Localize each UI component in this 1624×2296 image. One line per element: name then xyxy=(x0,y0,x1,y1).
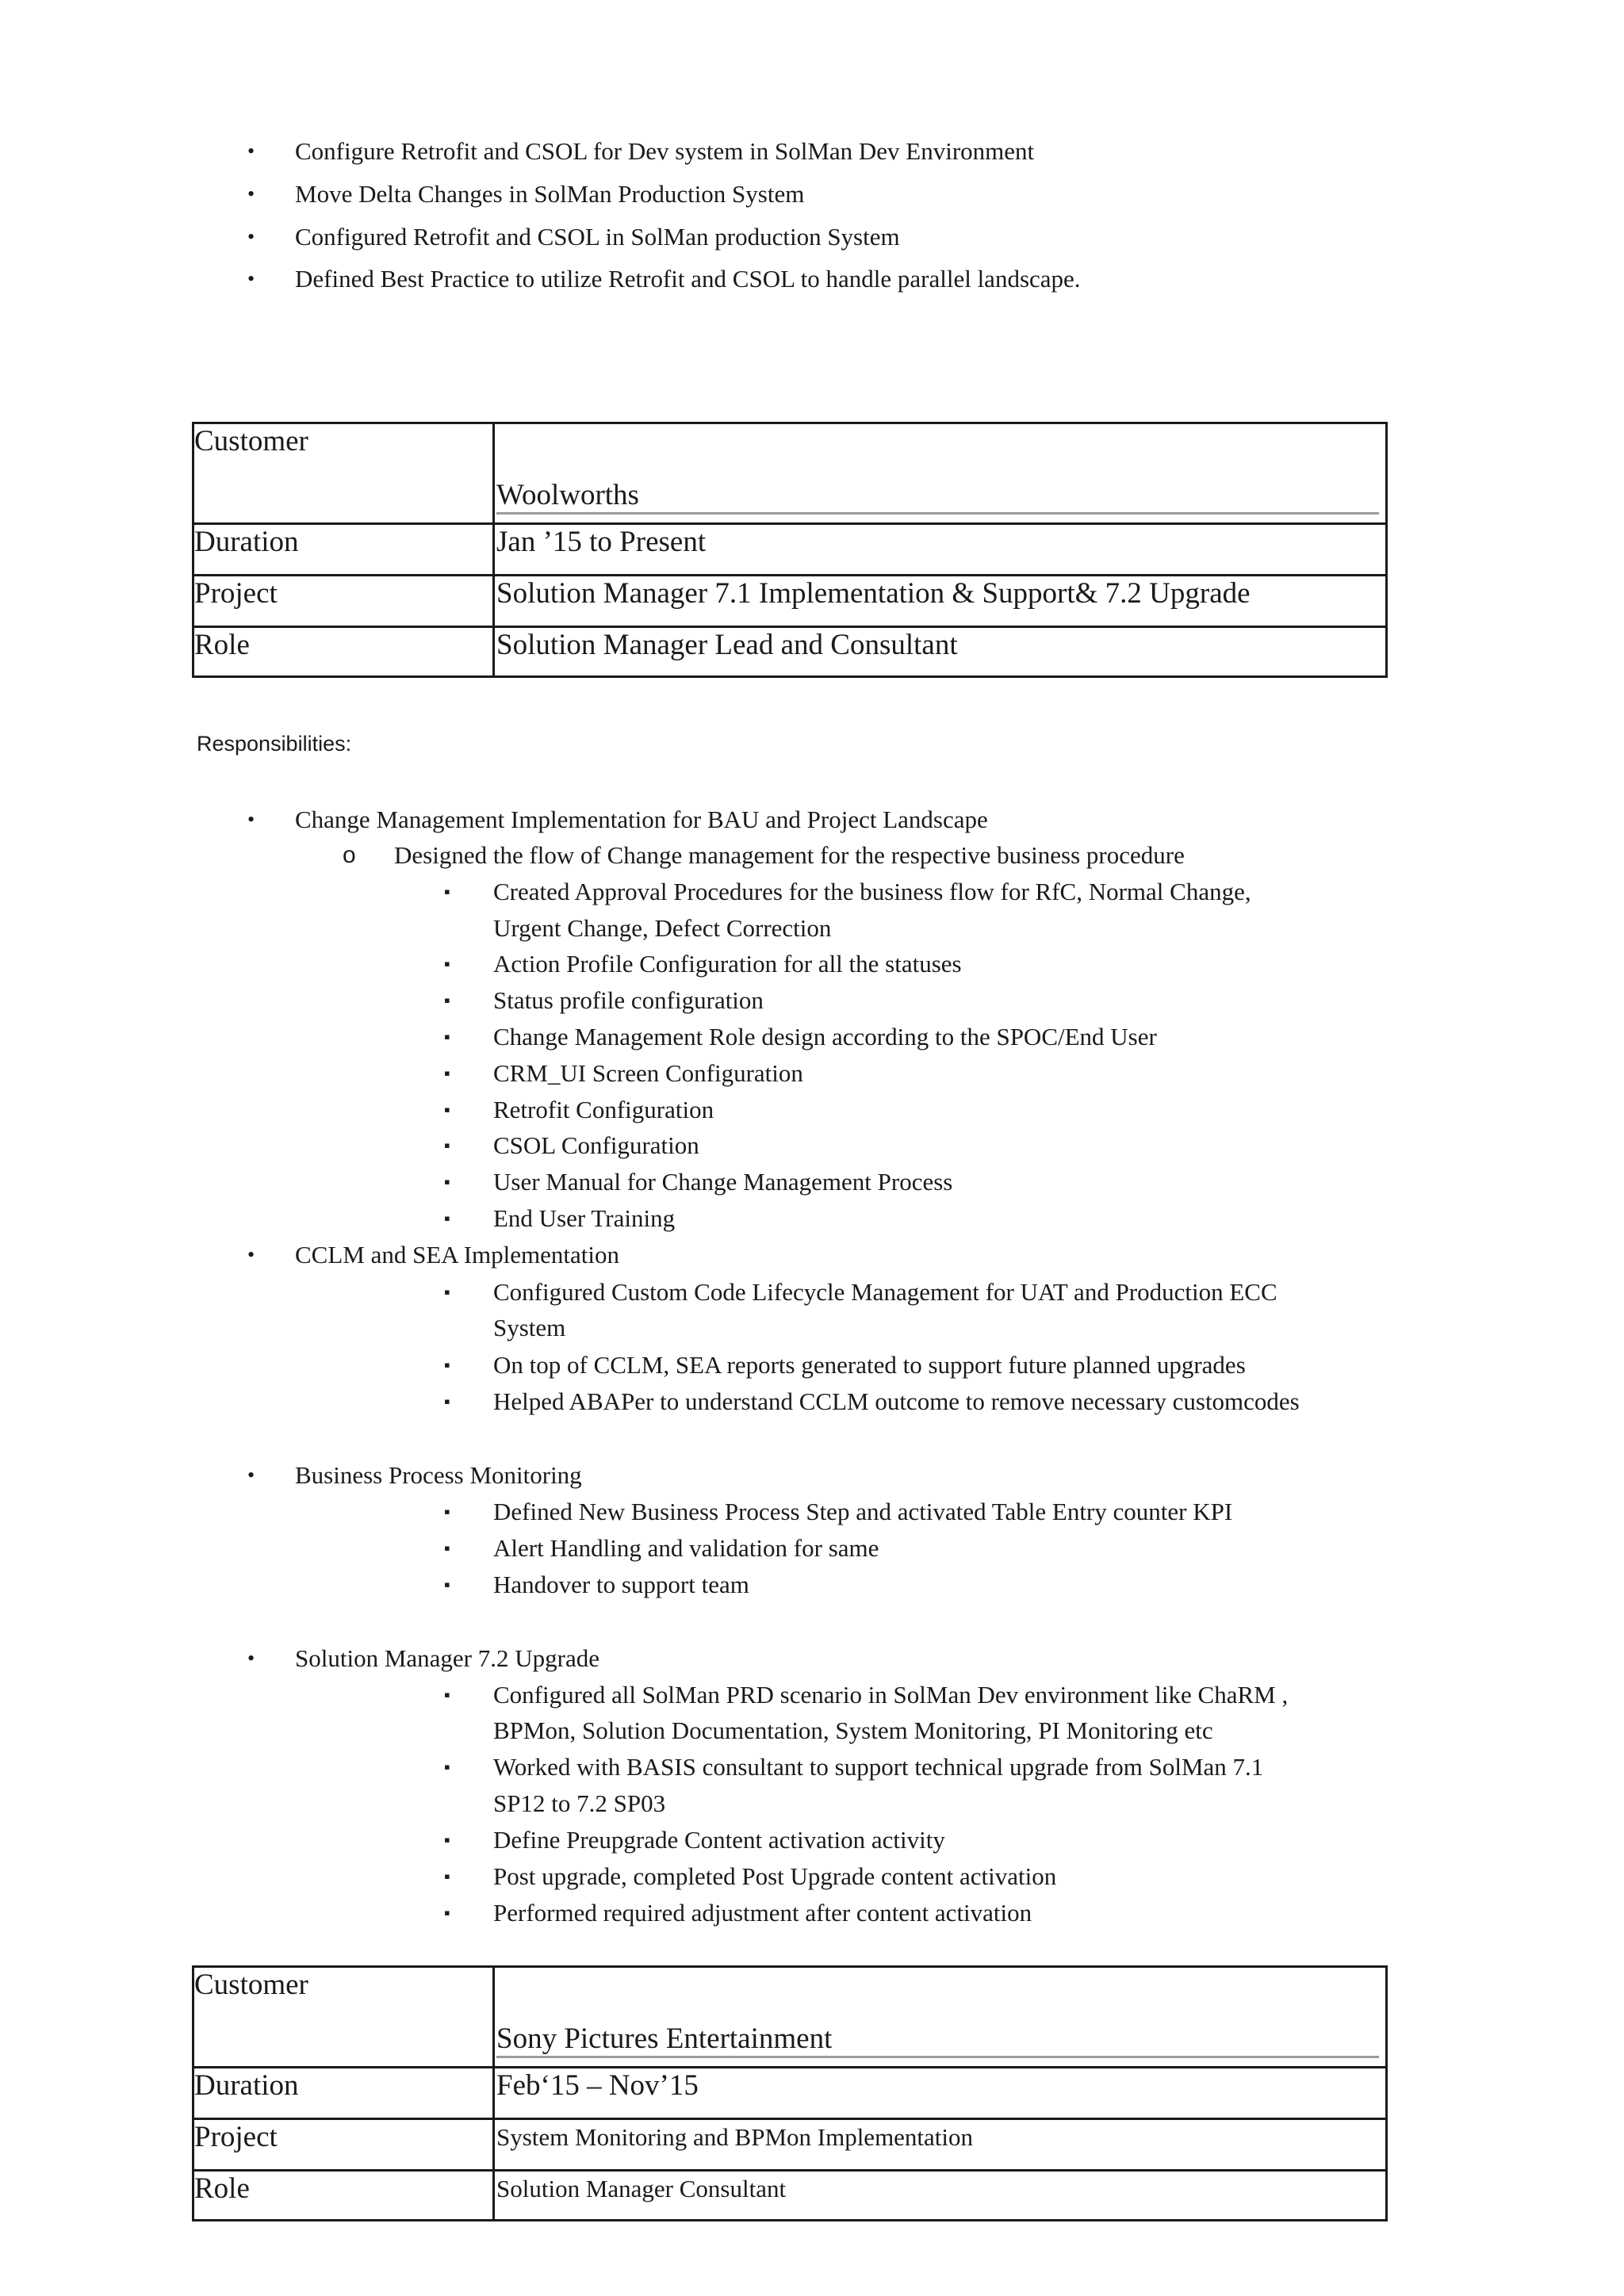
bullet-marker: ▪ xyxy=(444,1063,450,1083)
responsibilities-heading: Responsibilities: xyxy=(197,732,352,756)
list-item-text: End User Training xyxy=(493,1204,676,1232)
list-item-text: Helped ABAPer to understand CCLM outcome to remove necessary customcodes xyxy=(493,1387,1300,1415)
list-item-text: Urgent Change, Defect Correction xyxy=(493,914,832,942)
project-label: Project xyxy=(193,2119,494,2171)
list-item-text: CRM_UI Screen Configuration xyxy=(493,1059,803,1087)
bullet-marker: ▪ xyxy=(444,1685,450,1705)
list-item-text: Designed the flow of Change management for the respective business procedure xyxy=(394,841,1185,869)
list-item-text: Post upgrade, completed Post Upgrade content activation xyxy=(493,1862,1057,1890)
bullet-marker: • xyxy=(247,140,255,163)
bullet-marker: ▪ xyxy=(444,990,450,1010)
bullet-marker: • xyxy=(247,182,255,205)
role-label: Role xyxy=(193,627,494,677)
duration-label: Duration xyxy=(193,2068,494,2119)
list-item-text: User Manual for Change Management Process xyxy=(493,1168,953,1196)
list-item-text: Change Management Implementation for BAU and Project Landscape xyxy=(295,806,988,833)
bullet-marker: o xyxy=(343,842,356,868)
project-info-table-sony xyxy=(192,1965,1388,2221)
list-item-text: Configure Retrofit and CSOL for Dev system in SolMan Dev Environment xyxy=(295,137,1035,165)
bullet-marker: • xyxy=(247,225,255,248)
bullet-marker: ▪ xyxy=(444,1208,450,1228)
list-item-text: Action Profile Configuration for all the statuses xyxy=(493,950,962,978)
duration-value: Feb‘15 – Nov’15 xyxy=(494,2068,1387,2119)
bullet-marker: ▪ xyxy=(444,1391,450,1411)
bullet-marker: ▪ xyxy=(444,1135,450,1155)
underline-divider xyxy=(496,2056,1379,2058)
bullet-marker: ▪ xyxy=(444,954,450,974)
customer-label: Customer xyxy=(193,1967,494,2068)
customer-label: Customer xyxy=(193,423,494,524)
underline-divider xyxy=(496,512,1379,515)
project-label: Project xyxy=(193,576,494,627)
list-item-text: Alert Handling and validation for same xyxy=(493,1534,879,1562)
bullet-marker: ▪ xyxy=(444,1866,450,1886)
list-item-text: Created Approval Procedures for the business flow for RfC, Normal Change, xyxy=(493,878,1251,905)
list-item-text: On top of CCLM, SEA reports generated to support future planned upgrades xyxy=(493,1351,1246,1379)
list-item-text: Solution Manager 7.2 Upgrade xyxy=(295,1644,599,1672)
bullet-marker: • xyxy=(247,1464,255,1487)
bullet-marker: ▪ xyxy=(444,1502,450,1521)
bullet-marker: • xyxy=(247,267,255,290)
bullet-marker: ▪ xyxy=(444,1757,450,1777)
list-item-text: Configured all SolMan PRD scenario in SolMan Dev environment like ChaRM , xyxy=(493,1681,1289,1709)
list-item-text: Performed required adjustment after content activation xyxy=(493,1899,1032,1927)
bullet-marker: ▪ xyxy=(444,1355,450,1375)
list-item-text: Defined New Business Process Step and activated Table Entry counter KPI xyxy=(493,1498,1233,1525)
duration-label: Duration xyxy=(193,524,494,576)
customer-value: Sony Pictures Entertainment xyxy=(494,1967,1387,2068)
role-label: Role xyxy=(193,2171,494,2221)
list-item-text: CCLM and SEA Implementation xyxy=(295,1241,619,1269)
bullet-marker: • xyxy=(247,1647,255,1670)
bullet-marker: ▪ xyxy=(444,1282,450,1302)
customer-value: Woolworths xyxy=(494,423,1387,524)
list-item-text: Worked with BASIS consultant to support technical upgrade from SolMan 7.1 xyxy=(493,1753,1264,1781)
list-item-text: CSOL Configuration xyxy=(493,1131,699,1159)
list-item-text: BPMon, Solution Documentation, System Monitoring, PI Monitoring etc xyxy=(493,1716,1213,1744)
list-item-text: Business Process Monitoring xyxy=(295,1461,582,1489)
list-item-text: Configured Custom Code Lifecycle Management for UAT and Production ECC xyxy=(493,1278,1277,1306)
bullet-marker: ▪ xyxy=(444,1575,450,1594)
list-item-text: Configured Retrofit and CSOL in SolMan production System xyxy=(295,223,900,251)
role-value: Solution Manager Consultant xyxy=(494,2171,1387,2221)
list-item-text: Change Management Role design according to the SPOC/End User xyxy=(493,1023,1157,1050)
project-value: System Monitoring and BPMon Implementation xyxy=(494,2119,1387,2171)
duration-value: Jan ’15 to Present xyxy=(494,524,1387,576)
list-item-text: Defined Best Practice to utilize Retrofit and CSOL to handle parallel landscape. xyxy=(295,265,1081,293)
bullet-marker: ▪ xyxy=(444,1830,450,1850)
bullet-marker: ▪ xyxy=(444,1903,450,1923)
bullet-marker: ▪ xyxy=(444,1027,450,1047)
project-value: Solution Manager 7.1 Implementation & Support& 7.2 Upgrade xyxy=(494,576,1387,627)
list-item-text: Handover to support team xyxy=(493,1571,749,1598)
list-item-text: SP12 to 7.2 SP03 xyxy=(493,1789,666,1817)
project-info-table-woolworths xyxy=(192,422,1388,678)
bullet-marker: ▪ xyxy=(444,1172,450,1192)
list-item-text: Define Preupgrade Content activation activity xyxy=(493,1826,945,1854)
list-item-text: Move Delta Changes in SolMan Production System xyxy=(295,180,805,208)
list-item-text: Retrofit Configuration xyxy=(493,1096,714,1123)
bullet-marker: ▪ xyxy=(444,882,450,901)
bullet-marker: • xyxy=(247,1243,255,1266)
bullet-marker: • xyxy=(247,808,255,831)
bullet-marker: ▪ xyxy=(444,1100,450,1119)
role-value: Solution Manager Lead and Consultant xyxy=(494,627,1387,677)
list-item-text: Status profile configuration xyxy=(493,986,764,1014)
list-item-text: System xyxy=(493,1314,566,1341)
bullet-marker: ▪ xyxy=(444,1538,450,1558)
